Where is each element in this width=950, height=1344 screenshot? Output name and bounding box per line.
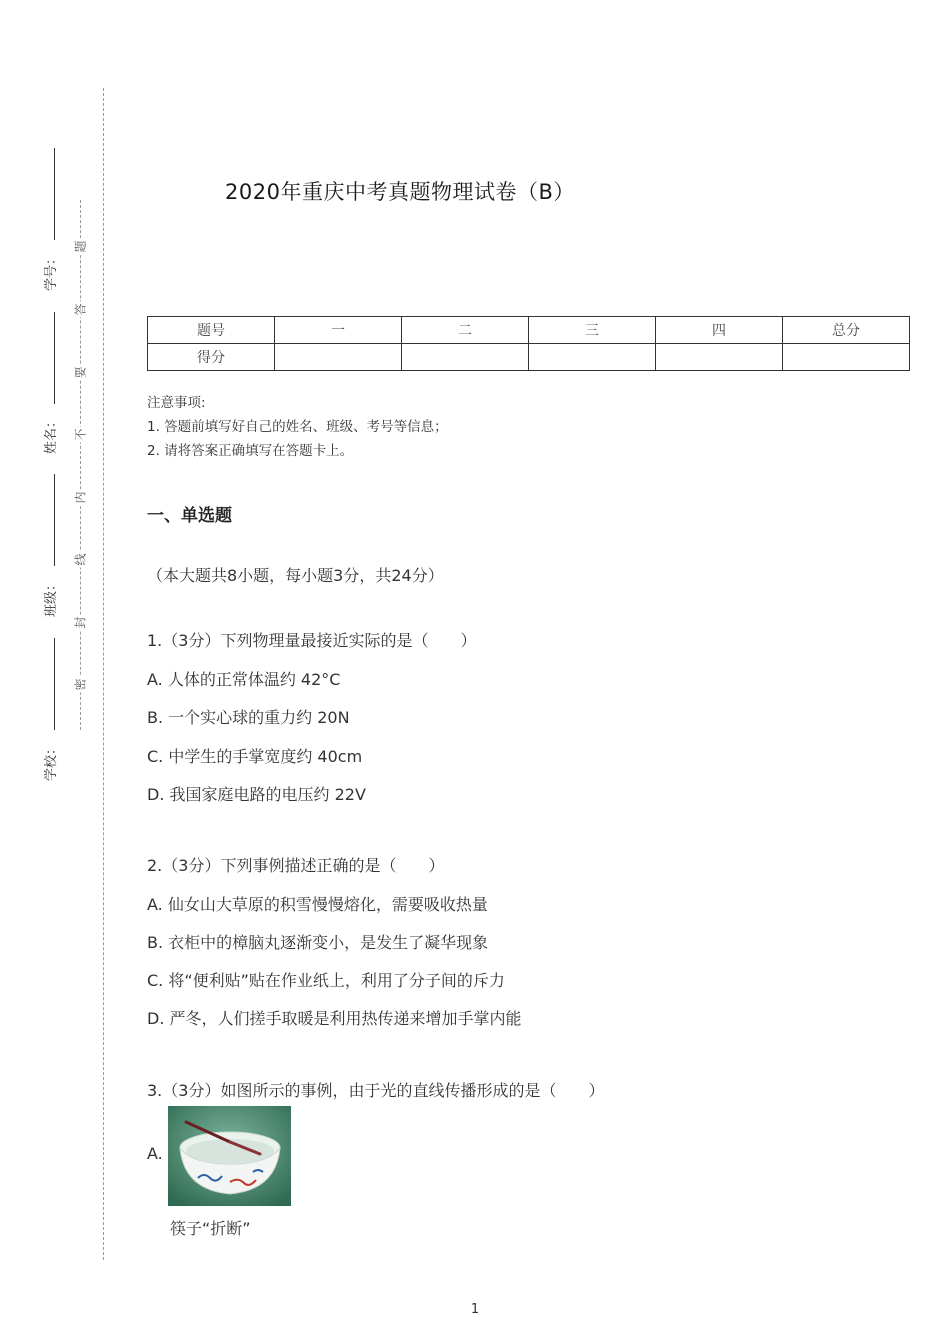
score-table-header-cell: 题号 bbox=[148, 317, 275, 344]
school-fill-line bbox=[54, 638, 55, 730]
name-fill-line bbox=[54, 312, 55, 404]
question-3-option-a-label: A. bbox=[147, 1144, 163, 1163]
score-table-header-cell: 总分 bbox=[783, 317, 910, 344]
notes-item: 1. 答题前填写好自己的姓名、班级、考号等信息； bbox=[147, 419, 448, 435]
score-table-header-cell: 三 bbox=[529, 317, 656, 344]
student-id-label: 学号： bbox=[44, 251, 60, 292]
student-id-fill-line bbox=[54, 148, 55, 240]
question-2-option-b: B. 衣柜中的樟脑丸逐渐变小，是发生了凝华现象 bbox=[147, 933, 489, 952]
score-cell bbox=[529, 344, 656, 371]
class-label: 班级： bbox=[44, 577, 60, 618]
question-1-stem: 1.（3分）下列物理量最接近实际的是（ ） bbox=[147, 631, 477, 650]
score-cell bbox=[402, 344, 529, 371]
question-2-option-d: D. 严冬，人们搓手取暖是利用热传递来增加手掌内能 bbox=[147, 1009, 522, 1028]
seal-dashed-line bbox=[80, 200, 81, 730]
score-table bbox=[147, 316, 910, 371]
score-table-header-cell: 一 bbox=[275, 317, 402, 344]
chopstick-bowl-image bbox=[168, 1106, 291, 1206]
question-3-option-a-caption: 筷子“折断” bbox=[170, 1219, 251, 1238]
question-3-stem: 3.（3分）如图所示的事例，由于光的直线传播形成的是（ ） bbox=[147, 1081, 605, 1100]
seal-char: 答 bbox=[73, 303, 88, 316]
section-description: （本大题共8小题，每小题3分，共24分） bbox=[147, 566, 444, 585]
school-label: 学校： bbox=[44, 741, 60, 782]
score-cell bbox=[783, 344, 910, 371]
seal-char: 要 bbox=[73, 366, 88, 379]
question-1-option-a: A. 人体的正常体温约 42°C bbox=[147, 670, 341, 689]
binding-dashed-line bbox=[103, 88, 104, 1260]
exam-title: 2020年重庆中考真题物理试卷（B） bbox=[225, 180, 575, 204]
question-1-option-b: B. 一个实心球的重力约 20N bbox=[147, 708, 350, 727]
seal-char: 密 bbox=[73, 678, 88, 691]
class-fill-line bbox=[54, 474, 55, 566]
question-2-stem: 2.（3分）下列事例描述正确的是（ ） bbox=[147, 856, 445, 875]
seal-char: 内 bbox=[73, 491, 88, 504]
score-table-header-cell: 四 bbox=[656, 317, 783, 344]
notes-item: 2. 请将答案正确填写在答题卡上。 bbox=[147, 443, 354, 459]
notes-block bbox=[147, 391, 448, 463]
seal-char: 线 bbox=[73, 553, 88, 566]
seal-char: 题 bbox=[73, 240, 88, 253]
score-table-header-row bbox=[148, 317, 910, 344]
name-label: 姓名： bbox=[44, 414, 60, 455]
page-number: 1 bbox=[470, 1302, 480, 1317]
score-cell bbox=[656, 344, 783, 371]
score-table-header-cell: 二 bbox=[402, 317, 529, 344]
question-1-option-c: C. 中学生的手掌宽度约 40cm bbox=[147, 747, 363, 766]
score-cell bbox=[275, 344, 402, 371]
section-heading: 一、单选题 bbox=[147, 506, 232, 526]
score-table-row-label: 得分 bbox=[148, 344, 275, 371]
question-1-option-d: D. 我国家庭电路的电压约 22V bbox=[147, 785, 366, 804]
score-table-score-row bbox=[148, 344, 910, 371]
seal-char: 不 bbox=[73, 428, 88, 441]
notes-heading: 注意事项: bbox=[147, 395, 206, 411]
question-2-option-a: A. 仙女山大草原的积雪慢慢熔化，需要吸收热量 bbox=[147, 895, 488, 914]
question-2-option-c: C. 将“便利贴”贴在作业纸上，利用了分子间的斥力 bbox=[147, 971, 505, 990]
seal-char: 封 bbox=[73, 616, 88, 629]
